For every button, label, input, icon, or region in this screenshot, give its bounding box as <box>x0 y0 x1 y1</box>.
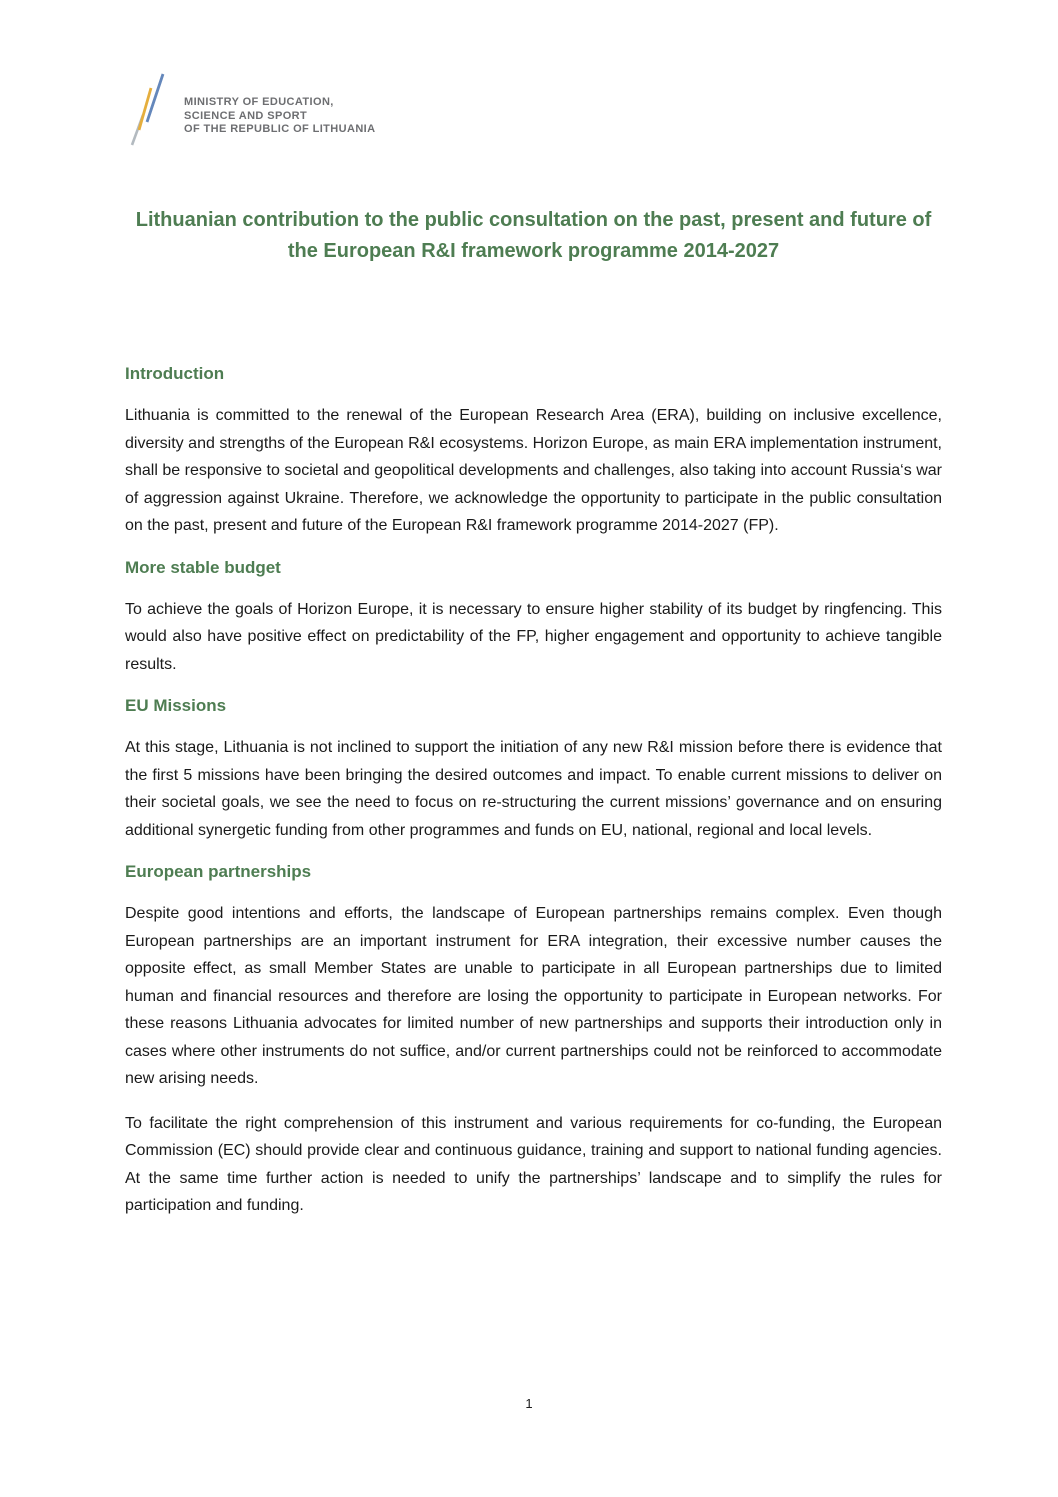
section-heading-more-stable-budget: More stable budget <box>125 557 281 577</box>
document-title: Lithuanian contribution to the public consultation on the past, present and future of the European R&I framework programme 2014-2027 <box>135 209 932 262</box>
logo-text-line-1: MINISTRY OF EDUCATION, <box>184 96 334 108</box>
paragraph: To facilitate the right comprehension of this instrument and various requirements for co-funding, the European Commission (EC) should provide clear and continuous guidance, training and support to national funding agencies. At the same time further action is needed to unify the partnerships’ landscape and to simplify the rules for participation and funding. <box>125 1114 942 1214</box>
ministry-logo-text <box>184 96 375 137</box>
section-european-partnerships <box>125 861 942 1220</box>
logo-text-line-3: OF THE REPUBLIC OF LITHUANIA <box>184 123 376 135</box>
paragraph: Lithuania is committed to the renewal of the European Research Area (ERA), building on inclusive excellence, diversity and strengths of the European R&I ecosystems. Horizon Europe, as main ERA implementation instrument, shall be responsive to societal and geopolitical developments and challenges, also taking into account Russia‘s war of aggression against Ukraine. Therefore, we acknowledge the opportunity to participate in the public consultation on the past, present and future of the European R&I framework programme 2014-2027 (FP). <box>125 407 942 534</box>
logo-slashes-icon <box>128 72 176 148</box>
page-number: 1 <box>525 1396 533 1411</box>
section-heading-introduction: Introduction <box>125 364 225 383</box>
paragraph: At this stage, Lithuania is not inclined to support the initiation of any new R&I mission before there is evidence that the first 5 missions have been bringing the desired outcomes and impact. To enable current missions to deliver on their societal goals, we see the need to focus on re-structuring the current missions’ governance and on ensuring additional synergetic funding from other programmes and funds on EU, national, regional and local levels. <box>125 739 942 839</box>
ministry-logo <box>128 72 375 148</box>
section-introduction <box>125 363 942 540</box>
section-heading-eu-missions: EU Missions <box>125 696 227 715</box>
section-heading-european-partnerships: European partnerships <box>125 862 312 881</box>
logo-text-line-2: SCIENCE AND SPORT <box>184 109 308 122</box>
document-content <box>125 205 942 1237</box>
section-eu-missions <box>125 695 942 844</box>
section-more-stable-budget <box>125 557 942 679</box>
paragraph: To achieve the goals of Horizon Europe, it is necessary to ensure higher stability of its budget by ringfencing. This would also have positive effect on predictability of the FP, higher engagement and opportunity to achieve tangible results. <box>125 600 942 673</box>
paragraph: Despite good intentions and efforts, the landscape of European partnerships remains complex. Even though European partnerships are an important instrument for ERA integration, their excessive number causes the opposite effect, as small Member States are unable to participate in all European partnerships due to limited human and financial resources and therefore are losing the opportunity to participate in European networks. For these reasons Lithuania advocates for limited number of new partnerships and supports their introduction only in cases where other instruments do not suffice, and/or current partnerships could not be reinforced to accommodate new arising needs. <box>125 905 942 1087</box>
